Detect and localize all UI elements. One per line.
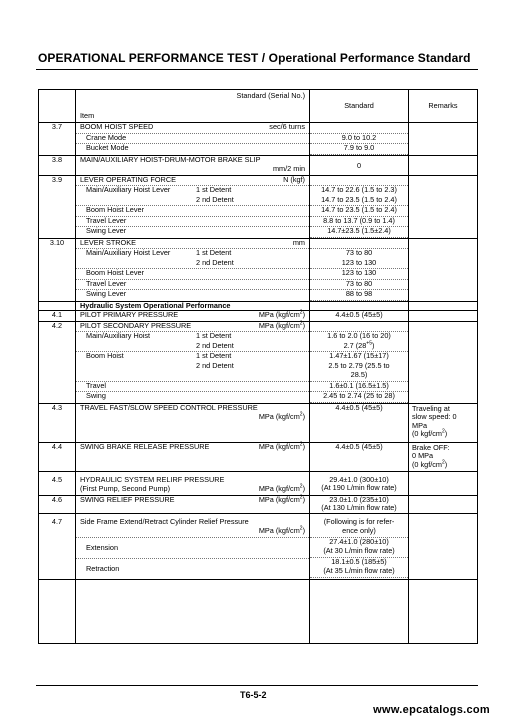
item-unit: mm [292, 237, 305, 247]
remark-text: (0 kgf/cm [412, 459, 443, 469]
item-label: LEVER STROKE [80, 237, 136, 247]
row-number: 4.4 [39, 442, 76, 471]
superscript: 2 [299, 309, 303, 316]
table-row [39, 175, 478, 238]
detent-label: 1 st Detent [196, 331, 232, 341]
header-standard: Standard [344, 100, 374, 110]
item-unit: N (kgf) [283, 174, 305, 184]
sub-item: Main/Auxiliary Hoist [86, 331, 151, 341]
superscript: 2 [299, 483, 303, 490]
standard-value: 29.4±1.0 (300±10) [329, 474, 389, 484]
header-standard-serial: Standard (Serial No.) [236, 91, 305, 100]
item-unit: MPa (kgf/cm [258, 320, 300, 330]
sub-item: Boom Hoist [86, 351, 124, 361]
title-rule [36, 69, 478, 70]
standard-value: 14.7 to 23.5 (1.5 to 2.4) [310, 196, 408, 207]
detent-label: 2 nd Detent [196, 194, 234, 204]
standard-value: ) [371, 340, 375, 350]
item-unit: sec/6 turns [269, 122, 305, 131]
superscript: 2 [299, 525, 303, 532]
table-header [39, 90, 478, 123]
header-item: Item [80, 111, 95, 121]
superscript: 2 [442, 459, 445, 466]
standard-value: 1.47±1.67 (15±17) [329, 351, 389, 361]
standard-value: 123 to 130 [310, 269, 408, 280]
row-number: 4.1 [39, 311, 76, 322]
standard-value: (At 30 L/min flow rate) [310, 547, 408, 558]
standard-value: (At 130 L/min flow rate) [321, 503, 397, 513]
item-label: PILOT SECONDARY PRESSURE [80, 320, 192, 330]
item-unit: MPa (kgf/cm [258, 441, 300, 451]
standard-value: 14.7±23.5 (1.5±2.4) [310, 227, 408, 238]
row-number: 3.7 [39, 123, 76, 156]
table-row: 4.2 PILOT SECONDARY PRESSURE MPa $(kgf/cm^2)$ Main/Auxiliary Hoist 1 st Detent 2 nd Detent Boom Hoist 1 st Detent 2 nd Detent Travel Swing 1.6 to 2.0 (16 to 20) 2.7 $(28^{+5})$ 1.47±1.67 (15±17) 2.5 to 2.79 (25.5 to 28.5) 1.6±0.1 (16.5±1.5) 2.45 to 2.74 (25 to 28) [39, 321, 478, 403]
superscript: 2 [299, 441, 303, 448]
row-number: 4.6 [39, 495, 76, 513]
standard-value: 2.7 (28 [343, 340, 367, 350]
detent-label: 2 nd Detent [196, 340, 234, 350]
item-label: PILOT PRIMARY PRESSURE [80, 310, 179, 320]
sub-item: Swing Lever [86, 226, 127, 235]
sub-item: Travel Lever [76, 217, 309, 228]
superscript: 2 [299, 411, 303, 418]
item-label: SWING BRAKE RELEASE PRESSURE [80, 441, 210, 451]
table-row [39, 155, 478, 175]
table-row: 4.4 SWING BRAKE RELEASE PRESSURE MPa $(kgf/cm^2)$ 4.4±0.5 (45±5) Brake OFF: 0 MPa (0 kgf/$cm^2$) [39, 442, 478, 471]
item-unit: MPa (kgf/cm [258, 484, 300, 494]
item-unit: mm/2 min [272, 164, 305, 173]
standard-value: (Following is for refer- [323, 516, 395, 526]
performance-table [38, 89, 478, 644]
standard-value: 73 to 80 [310, 280, 408, 291]
standard-value: 27.4±1.0 (280±10) [329, 536, 389, 546]
watermark: www.epcatalogs.com [373, 704, 490, 716]
sub-item: Crane Mode [76, 134, 309, 145]
sub-item: Retraction [86, 563, 120, 573]
standard-value: 73 to 80 [345, 248, 373, 257]
standard-value: (At 35 L/min flow rate) [310, 567, 408, 578]
table-row: 4.6 SWING RELIEF PRESSURE MPa $(kgf/cm^2)$ 23.0±1.0 (235±10) (At 130 L/min flow rate) [39, 495, 478, 513]
sub-item: Bucket Mode [86, 143, 129, 152]
table-row: 4.1 PILOT PRIMARY PRESSURE MPa $(kgf/cm^2)$ 4.4±0.5 (45±5) [39, 311, 478, 322]
sub-item: Swing [86, 391, 106, 401]
sub-item: Main/Auxiliary Hoist Lever [86, 185, 171, 194]
standard-value: 4.4±0.5 (45±5) [310, 311, 409, 322]
remark-text: Traveling at [412, 403, 450, 413]
sub-item: Main/Auxiliary Hoist Lever [86, 248, 171, 257]
item-unit: MPa (kgf/cm [258, 412, 300, 422]
standard-value: 1.6 to 2.0 (16 to 20) [327, 331, 391, 341]
sub-item: (First Pump, Second Pump) [80, 484, 171, 494]
item-label: LEVER OPERATING FORCE [80, 174, 176, 184]
item-unit: MPa (kgf/cm [258, 526, 300, 536]
standard-value: 1.6±0.1 (16.5±1.5) [310, 382, 408, 393]
item-label: Side Frame Extend/Retract Cylinder Relief Pressure [80, 516, 249, 526]
standard-value: 8.8 to 13.7 (0.9 to 1.4) [310, 217, 408, 228]
item-label: MAIN/AUXILIARY HOIST-DRUM-MOTOR BRAKE SLIP [80, 154, 261, 164]
item-label: HYDRAULIC SYSTEM RELIRF PRESSURE [80, 474, 225, 484]
page-number: T6-5-2 [240, 690, 267, 700]
superscript: +5 [366, 340, 372, 347]
standard-value: 2.5 to 2.79 (25.5 to [328, 360, 390, 370]
standard-value: 88 to 98 [310, 290, 408, 301]
superscript: 2 [442, 428, 445, 435]
standard-value: 4.4±0.5 (45±5) [310, 442, 409, 471]
row-number: 4.7 [39, 513, 76, 579]
table-row [39, 238, 478, 301]
remark-text: 0 MPa [412, 451, 434, 461]
standard-value: 4.4±0.5 (45±5) [310, 403, 409, 442]
standard-value: 28.5) [310, 371, 408, 382]
standard-value: 14.7 to 22.6 (1.5 to 2.3) [321, 185, 397, 194]
standard-value: 0 [356, 160, 362, 170]
superscript: 2 [299, 494, 303, 501]
section-heading: Hydraulic System Operational Performance [76, 301, 310, 311]
table-row [39, 123, 478, 156]
item-unit: MPa (kgf/cm [258, 494, 300, 504]
footer-rule [36, 685, 478, 686]
remark-text: MPa [412, 420, 428, 430]
sub-item: Extension [76, 538, 309, 559]
row-number: 4.3 [39, 403, 76, 442]
sub-item: Travel [76, 382, 309, 393]
standard-value: 123 to 130 [310, 259, 408, 270]
item-label: BOOM HOIST SPEED [80, 122, 154, 131]
detent-label: 1 st Detent [196, 248, 232, 257]
standard-value: 14.7 to 23.5 (1.5 to 2.4) [310, 206, 408, 217]
standard-value: 9.0 to 10.2 [310, 134, 408, 145]
detent-label: 1 st Detent [196, 185, 232, 194]
sub-item: Swing Lever [86, 289, 127, 298]
standard-value: 2.45 to 2.74 (25 to 28) [310, 392, 408, 403]
standard-value: 7.9 to 9.0 [310, 144, 408, 155]
standard-value: 18.1±0.5 (185±5) [331, 556, 387, 566]
table-row: 4.7 Side Frame Extend/Retract Cylinder Relief Pressure MPa $(kgf/cm^2)$ Extension Retraction (Following is for refer- ence only) 27.4±1.0 (280±10) (At 30 L/min flow rate) 18.1±0.5 (185±5) (At 35 L/min flow rate) [39, 513, 478, 579]
row-number: 3.8 [39, 155, 76, 175]
page-title: OPERATIONAL PERFORMANCE TEST / Operational Performance Standard [38, 51, 471, 65]
standard-value: ence only) [310, 527, 408, 538]
table-row-empty [39, 579, 478, 643]
remark-text: slow speed: 0 [412, 412, 457, 422]
header-remarks: Remarks [428, 100, 458, 110]
table-row: 4.5 HYDRAULIC SYSTEM RELIRF PRESSURE (First Pump, Second Pump) MPa $(kgf/cm^2)$ 29.4±1.0 (300±10) (At 190 L/min flow rate) [39, 471, 478, 495]
remark-text: (0 kgf/cm [412, 429, 443, 439]
standard-value: (At 190 L/min flow rate) [321, 483, 397, 493]
sub-item: Boom Hoist Lever [76, 269, 309, 280]
item-label: TRAVEL FAST/SLOW SPEED CONTROL PRESSURE [80, 402, 258, 412]
remark-text: Brake OFF: [412, 442, 450, 452]
table-row: 4.3 TRAVEL FAST/SLOW SPEED CONTROL PRESSURE MPa $(kgf/cm^2)$ 4.4±0.5 (45±5) Traveling at slow speed: 0 MPa (0 kgf/$cm^2$) [39, 403, 478, 442]
sub-item: Travel Lever [76, 280, 309, 291]
row-number: 4.2 [39, 321, 76, 403]
detent-label: 2 nd Detent [196, 360, 234, 370]
row-number: 4.5 [39, 471, 76, 495]
item-unit: MPa (kgf/cm [258, 310, 300, 320]
row-number: 3.9 [39, 175, 76, 238]
detent-label: 2 nd Detent [196, 257, 234, 267]
row-number: 3.10 [39, 238, 76, 301]
detent-label: 1 st Detent [196, 351, 232, 361]
sub-item: Boom Hoist Lever [76, 206, 309, 217]
item-label: SWING RELIEF PRESSURE [80, 494, 175, 504]
superscript: 2 [299, 320, 303, 327]
standard-value: 23.0±1.0 (235±10) [329, 494, 389, 504]
